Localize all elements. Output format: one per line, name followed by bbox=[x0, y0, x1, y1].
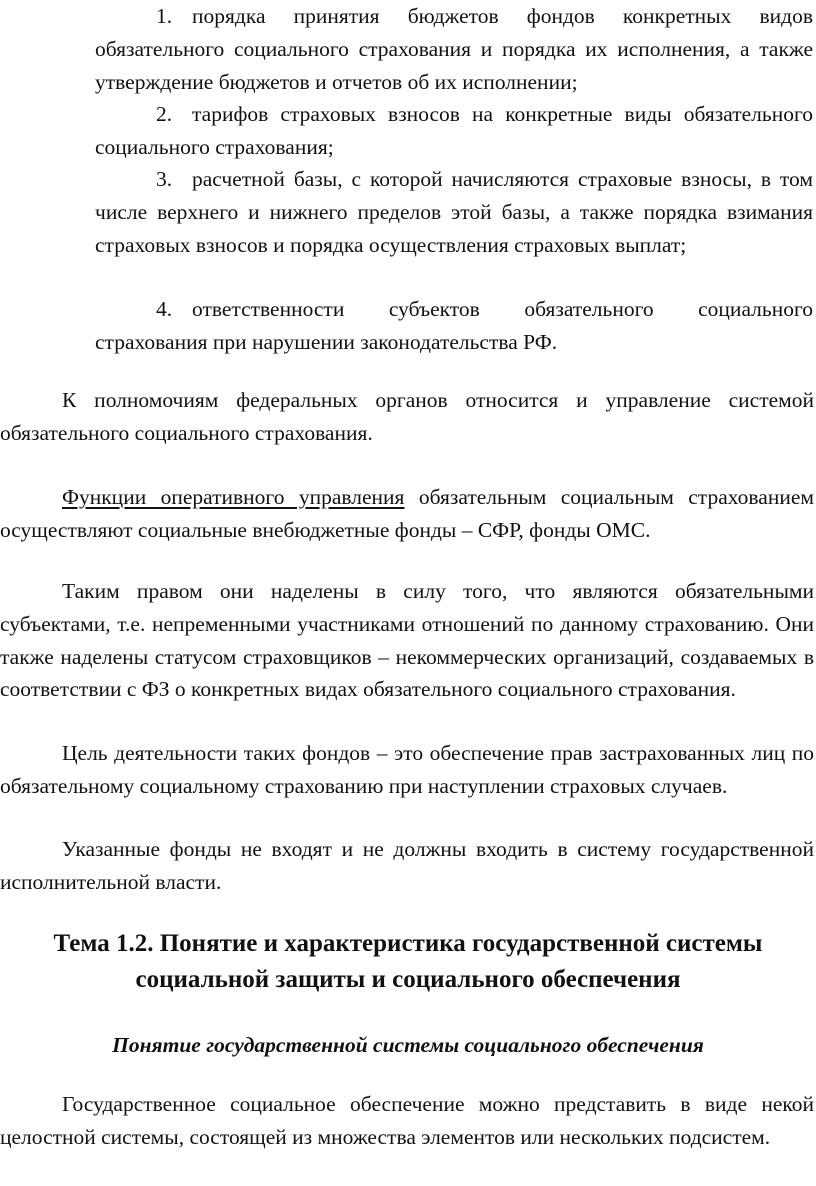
list-item-4 bbox=[95, 293, 813, 359]
paragraph-state-social-security: Государственное социальное обеспечение можно представить в виде некой целостной системы, состоящей из множества элементов или нескольких подсистем. bbox=[0, 1092, 814, 1149]
list-item-text: ответственности субъектов обязательного социального страхования при нарушении законодательства РФ. bbox=[95, 297, 813, 354]
paragraph-rights: Таким правом они наделены в силу того, что являются обязательными субъектами, т.е. непременными участниками отношений по данному страхованию. Они также наделены статусом страховщиков – некоммерческих организаций, создаваемых в соответствии с ФЗ о конкретных видах обязательного социального страхования. bbox=[0, 579, 814, 702]
list-item-3 bbox=[95, 163, 813, 261]
list-number: 4. bbox=[156, 297, 173, 321]
list-item-2 bbox=[95, 98, 813, 164]
list-item-text: тарифов страховых взносов на конкретные виды обязательного социального страхования; bbox=[95, 102, 813, 159]
list-item-text: порядка принятия бюджетов фондов конкретных видов обязательного социального страхования и порядка их исполнения, а также утверждение бюджетов и отчетов об их исполнении; bbox=[95, 4, 813, 94]
list-number: 2. bbox=[156, 102, 173, 126]
list-number: 3. bbox=[156, 167, 173, 191]
list-number: 1. bbox=[156, 4, 173, 28]
paragraph-text: обязательным социальным страхованием осуществляют социальные внебюджетные фонды – СФР, фонды ОМС. bbox=[0, 485, 814, 542]
topic-heading-line-1: Тема 1.2. Понятие и характеристика государственной системы bbox=[53, 930, 763, 957]
paragraph-purpose: Цель деятельности таких фондов – это обеспечение прав застрахованных лиц по обязательному социальному страхованию при наступлении страховых случаев. bbox=[0, 741, 814, 798]
paragraph-operational-management bbox=[0, 481, 814, 547]
subtopic-heading: Понятие государственной системы социального обеспечения bbox=[112, 1033, 704, 1057]
paragraph-funds-independence: Указанные фонды не входят и не должны входить в систему государственной исполнительной власти. bbox=[0, 837, 814, 894]
underlined-term: Функции оперативного управления bbox=[62, 485, 405, 509]
list-item-1 bbox=[95, 0, 813, 98]
topic-heading-line-2: социальной защиты и социального обеспечения bbox=[135, 966, 681, 993]
paragraph-federal-powers: К полномочиям федеральных органов относится и управление системой обязательного социального страхования. bbox=[0, 388, 814, 445]
list-item-text: расчетной базы, с которой начисляются страховые взносы, в том числе верхнего и нижнего пределов этой базы, а также порядка взимания страховых взносов и порядка осуществления страховых выплат; bbox=[95, 167, 813, 257]
